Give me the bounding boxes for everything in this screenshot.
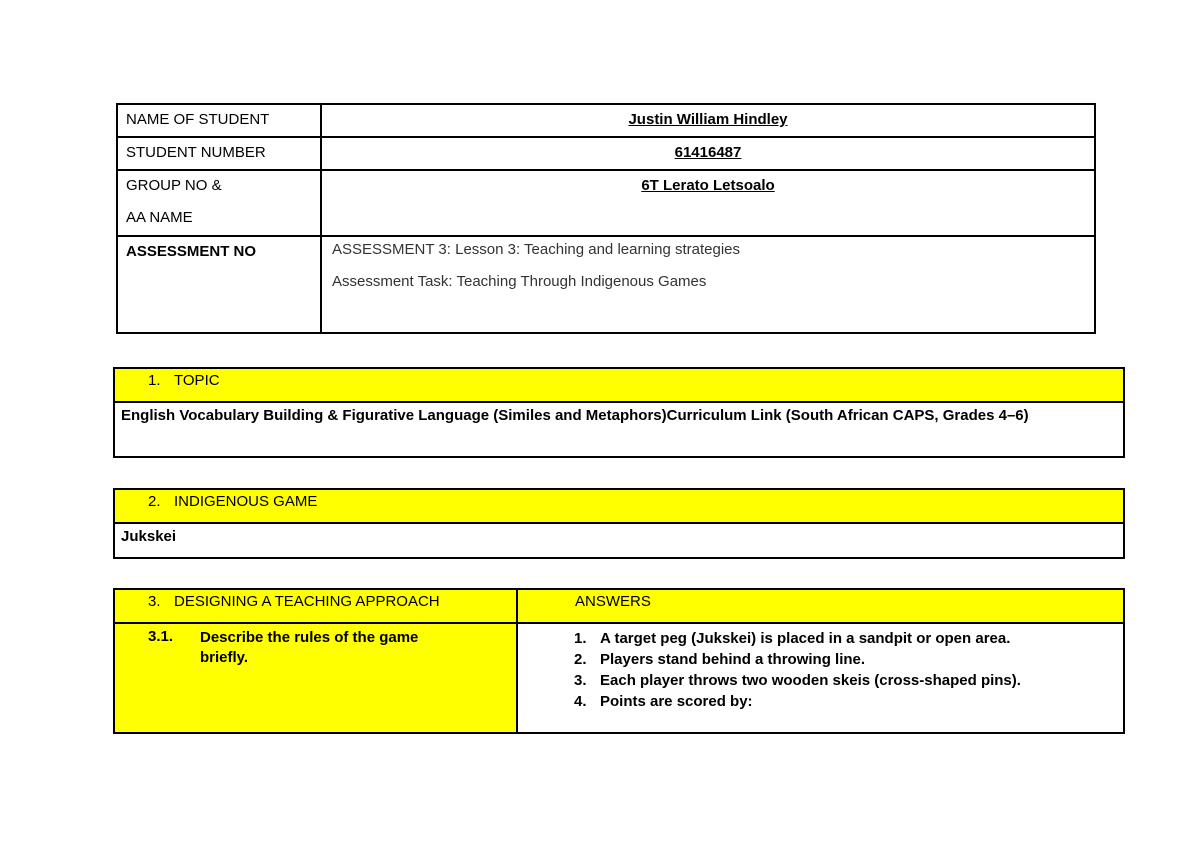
teaching-approach-section	[113, 588, 1125, 734]
game-heading: INDIGENOUS GAME	[174, 493, 318, 510]
answers-heading: ANSWERS	[575, 593, 651, 610]
assessment-label: ASSESSMENT NO	[117, 236, 321, 333]
question-cell	[114, 623, 517, 733]
topic-heading: TOPIC	[174, 372, 220, 389]
question-text: Describe the rules of the game briefly.	[200, 629, 419, 666]
assessment-line-2: Assessment Task: Teaching Through Indigenous Games	[332, 273, 707, 290]
answers-cell	[517, 623, 1124, 733]
name-value: Justin William Hindley	[321, 104, 1095, 137]
group-label: GROUP NO & AA NAME	[117, 170, 321, 236]
topic-body: English Vocabulary Building & Figurative Language (Similes and Metaphors)Curriculum Link (South African CAPS, Grades 4–6)	[114, 402, 1124, 457]
game-body: Jukskei	[114, 523, 1124, 558]
list-item: 3. Each player throws two wooden skeis (cross-shaped pins).	[574, 672, 1021, 689]
topic-section	[113, 367, 1125, 458]
student-number-value: 61416487	[321, 137, 1095, 170]
student-info-table	[116, 103, 1096, 334]
assessment-line-1: ASSESSMENT 3: Lesson 3: Teaching and learning strategies	[332, 241, 741, 258]
indigenous-game-section	[113, 488, 1125, 559]
game-header: 2. INDIGENOUS GAME	[114, 489, 1124, 523]
list-item: 4. Points are scored by:	[574, 693, 753, 710]
name-label: NAME OF STUDENT	[117, 104, 321, 137]
topic-header: 1. TOPIC	[114, 368, 1124, 402]
group-value: 6T Lerato Letsoalo	[321, 170, 1095, 236]
answers-header	[517, 589, 1124, 623]
assessment-value	[321, 236, 1095, 333]
list-item: 1. A target peg (Jukskei) is placed in a sandpit or open area.	[574, 630, 1011, 647]
approach-heading: DESIGNING A TEACHING APPROACH	[174, 593, 440, 610]
student-number-label: STUDENT NUMBER	[117, 137, 321, 170]
question-number: 3.1.	[148, 628, 174, 645]
answers-list	[574, 628, 1115, 712]
approach-header: 3. DESIGNING A TEACHING APPROACH	[114, 589, 517, 623]
list-item: 2. Players stand behind a throwing line.	[574, 651, 866, 668]
